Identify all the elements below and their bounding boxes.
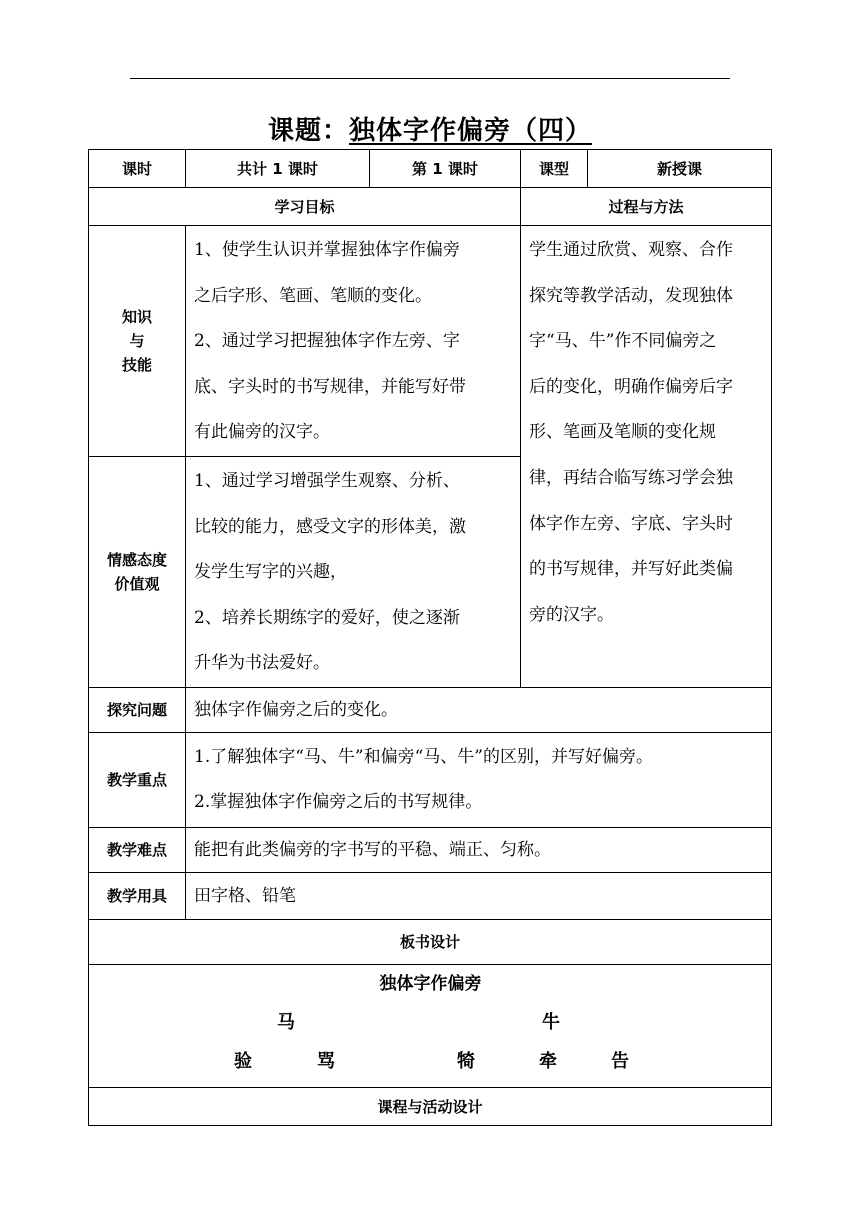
text-line: 学生通过欣赏、观察、合作 xyxy=(529,240,733,260)
board-radical-ma: 马 xyxy=(277,1011,295,1033)
table-row-tools xyxy=(89,872,772,919)
cell-board-design xyxy=(89,964,772,1087)
board-radical-niu: 牛 xyxy=(542,1011,560,1033)
title-prefix: 课题： xyxy=(267,116,349,146)
text-line: 发学生写字的兴趣， xyxy=(194,562,347,583)
table-row-key xyxy=(89,732,772,827)
text-line: 形、笔画及笔顺的变化规 xyxy=(529,422,716,443)
text-line: 有此偏旁的汉字。 xyxy=(194,422,330,443)
text-line: 探究等教学活动，发现独体 xyxy=(529,285,733,306)
label-line: 价值观 xyxy=(114,574,160,593)
cell-key-text xyxy=(186,732,772,827)
table-row-board xyxy=(89,964,772,1087)
label-line: 与 xyxy=(129,331,145,350)
table-row-difficulty xyxy=(89,827,772,872)
text-line: 后的变化，明确作偏旁后字 xyxy=(529,376,733,397)
label-line: 技能 xyxy=(121,355,152,374)
text-line: 律，再结合临写练习学会独 xyxy=(529,467,733,488)
text-line: 的书写规律，并写好此类偏 xyxy=(529,559,733,580)
cell-explore-label: 探究问题 xyxy=(89,687,186,732)
table-row-activity-header xyxy=(89,1087,772,1125)
cell-knowledge-label xyxy=(89,226,186,457)
cell-method-header: 过程与方法 xyxy=(521,188,772,226)
text-line: 2、通过学习把握独体字作左旁、字 xyxy=(194,331,460,352)
table-row-board-header xyxy=(89,919,772,964)
text-line: 之后字形、笔画、笔顺的变化。 xyxy=(194,285,432,306)
header-rule xyxy=(130,78,730,79)
cell-explore-text: 独体字作偏旁之后的变化。 xyxy=(186,687,772,732)
cell-activity-header: 课程与活动设计 xyxy=(89,1087,772,1125)
text-line: 升华为书法爱好。 xyxy=(194,653,330,674)
title-main: 独体字作偏旁（四） xyxy=(349,116,593,146)
cell-goals-header: 学习目标 xyxy=(89,188,521,226)
board-example-char: 犄 xyxy=(457,1050,475,1072)
cell-tools-label: 教学用具 xyxy=(89,872,186,919)
board-example-char: 牵 xyxy=(539,1050,557,1072)
cell-period-label: 课时 xyxy=(89,150,186,188)
board-example-char: 验 xyxy=(234,1050,252,1072)
text-line: 底、字头时的书写规律，并能写好带 xyxy=(194,376,466,397)
text-line: 1.了解独体字“马、牛”和偏旁“马、牛”的区别，并写好偏旁。 xyxy=(194,746,653,767)
text-line: 旁的汉字。 xyxy=(529,604,614,625)
text-line: 1、通过学习增强学生观察、分析、 xyxy=(194,470,460,491)
cell-board-header: 板书设计 xyxy=(89,919,772,964)
cell-emotion-label xyxy=(89,456,186,687)
cell-current-period: 第 1 课时 xyxy=(370,150,521,188)
label-line: 知识 xyxy=(121,307,152,326)
cell-key-label: 教学重点 xyxy=(89,732,186,827)
table-row-explore xyxy=(89,687,772,732)
text-line: 1、使学生认识并掌握独体字作偏旁 xyxy=(194,240,460,260)
cell-tools-text: 田字格、铅笔 xyxy=(186,872,772,919)
text-line: 2、培养长期练字的爱好，使之逐渐 xyxy=(194,607,460,628)
board-example-char: 告 xyxy=(611,1050,629,1072)
lesson-plan-table xyxy=(88,149,771,1126)
cell-difficulty-text: 能把有此类偏旁的字书写的平稳、端正、匀称。 xyxy=(186,827,772,872)
cell-method-text xyxy=(521,226,772,688)
label-line: 情感态度 xyxy=(106,550,167,569)
cell-emotion-text xyxy=(186,456,521,687)
text-line: 比较的能力，感受文字的形体美，激 xyxy=(194,516,466,537)
text-line: 2.掌握独体字作偏旁之后的书写规律。 xyxy=(194,791,483,812)
table-row-knowledge xyxy=(89,226,772,457)
board-example-char: 骂 xyxy=(317,1050,335,1072)
cell-type-value: 新授课 xyxy=(588,150,772,188)
text-line: 字“马、牛”作不同偏旁之 xyxy=(529,331,717,352)
cell-total-periods: 共计 1 课时 xyxy=(186,150,370,188)
cell-knowledge-text xyxy=(186,226,521,457)
cell-type-label: 课型 xyxy=(521,150,588,188)
board-title: 独体字作偏旁 xyxy=(379,973,482,994)
page-title xyxy=(0,110,860,147)
table-row-headers xyxy=(89,188,772,226)
cell-difficulty-label: 教学难点 xyxy=(89,827,186,872)
table-row-period xyxy=(89,150,772,188)
text-line: 体字作左旁、字底、字头时 xyxy=(529,513,733,534)
